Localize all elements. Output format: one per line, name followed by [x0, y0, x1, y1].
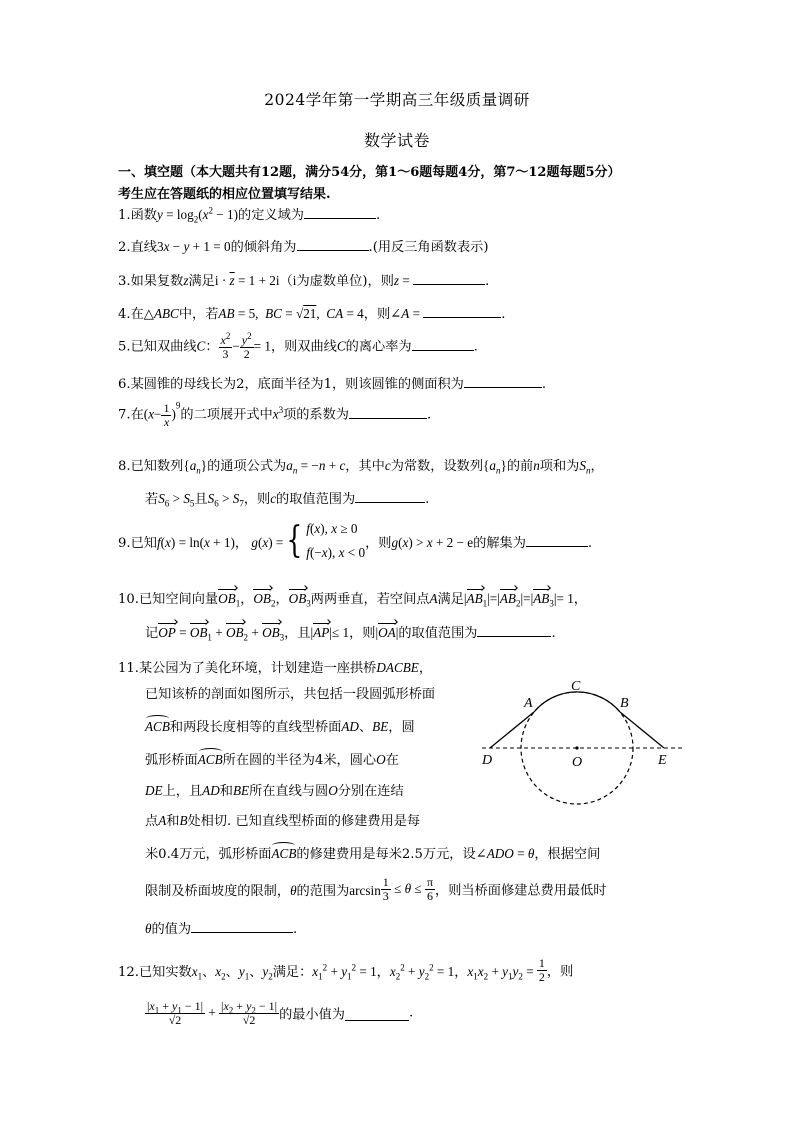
question-text: 处相切. 已知直线型桥面的修建费用是每: [187, 814, 421, 829]
question-text: 已知数列: [130, 459, 184, 474]
question-12: 12.已知实数$x_1$、$x_2$、$y_1$、$y_2$满足：$x_1^2 + y_1^2 = 1$，$x_2^2 + y_2^2 = 1$，$x_1x_2 + y_1y_2$ = $\frac{1}{2}$ ，则: [118, 956, 574, 984]
question-number: 7.: [118, 407, 131, 423]
question-text: 上，且: [162, 784, 203, 799]
question-text: 弧形桥面: [145, 753, 198, 768]
question-text: 的最小值为: [279, 1007, 345, 1023]
question-7: 7.在(x− $\frac{1}{x}$ )$^9$的二项展开式中$x^3$项的系数为 .: [118, 400, 432, 429]
question-11-line2: [145, 683, 435, 702]
answer-blank[interactable]: [345, 1006, 409, 1021]
question-text: 项和为: [539, 459, 580, 474]
math-text: O: [328, 783, 338, 798]
question-11-line8: 限制及桥面坡度的限制，θ的范围为arcsin $\frac{1}{3}$ ≤ θ ≤ $\frac{\pi}{6}$ ，则当桥面修建总费用最低时: [145, 875, 607, 903]
question-text: 分别在连结: [337, 784, 404, 799]
question-text: 所在直线与圆: [249, 784, 329, 799]
question-11-line9: θ的值为 .: [145, 918, 297, 937]
question-9: 9.已知f(x) = ln(x + 1)， g(x) ={ f(x), x ≥ 0 f(−x), x < 0 ，则g(x) > x + 2 − e的解集为 .: [118, 520, 593, 562]
question-text: 的修建费用是每米2.5万元，设: [296, 847, 476, 862]
answer-blank[interactable]: [349, 404, 427, 419]
question-text: 在: [130, 407, 144, 423]
question-6: [118, 373, 546, 392]
question-number: 3.: [118, 274, 131, 289]
question-number: 1.: [118, 208, 131, 223]
question-text: 的前: [506, 459, 534, 474]
question-text: ，则: [349, 626, 376, 641]
section-heading: 一、填空题（本大题共有12题，满分54分，第1～6题每题4分，第7～12题每题5分）: [118, 165, 621, 180]
question-end: .: [425, 492, 430, 507]
question-text: 两两垂直，若空间点: [310, 592, 430, 607]
question-text: （: [279, 274, 293, 289]
label-a: A: [524, 696, 533, 711]
question-text: 某公园为了美化环境，计划建造一座拱桥: [138, 661, 377, 676]
question-number: 10.: [118, 592, 139, 607]
segment-be: [620, 712, 664, 748]
question-text: ，圆: [388, 720, 415, 735]
answer-blank[interactable]: [412, 336, 474, 351]
question-number: 8.: [118, 459, 131, 474]
label-e: E: [658, 753, 667, 768]
math-text: O: [376, 752, 386, 767]
question-text: 记: [145, 626, 159, 641]
question-text: 满足：: [272, 964, 313, 980]
question-number: 11.: [118, 661, 139, 676]
question-text: 已知: [130, 535, 157, 551]
question-11-line6: [145, 810, 420, 829]
answer-blank[interactable]: [464, 373, 542, 388]
question-text: ，则: [546, 964, 574, 980]
answer-blank[interactable]: [191, 918, 293, 933]
question-text: ，则双曲线: [270, 339, 337, 355]
question-text: 为常数，设数列: [390, 459, 484, 474]
question-text: 在: [385, 753, 399, 768]
question-5: 5.已知双曲线C： $\frac{x^2}{3}$ − $\frac{y^2}{2}$ = 1，则双曲线C的离心率为 .: [118, 331, 478, 361]
question-text: 为虚数单位)，则: [296, 274, 394, 289]
question-3: 3.如果复数z满足$i \cdot \overline{z} = 1 + 2i(i$为虚数单位)，则z = .: [118, 270, 489, 289]
question-text: 、: [358, 720, 373, 735]
question-text: 米0.4万元，弧形桥面: [145, 847, 272, 862]
question-text: 的离心率为: [345, 339, 412, 355]
question-11-line5: [145, 780, 404, 799]
question-number: 6.: [118, 377, 131, 392]
question-10-line2: 记OP = $OB_1 + OB_2 + OB_3$，且|AP|≤ 1，则|OA|的取值范围为 .: [145, 622, 556, 641]
math-text: DE: [145, 783, 163, 798]
question-text: 已知实数: [138, 964, 192, 980]
question-text: 所在圆的半径为4米，圆心: [222, 753, 377, 768]
question-text: 的二项展开式中: [180, 407, 273, 423]
question-text: 若: [145, 492, 159, 507]
question-text: 中，若: [178, 307, 219, 322]
math-text: BE: [372, 719, 389, 734]
question-number: 5.: [118, 339, 131, 355]
question-end: .: [375, 208, 381, 223]
label-d: D: [482, 753, 493, 768]
center-point: [575, 746, 578, 749]
answer-blank[interactable]: [297, 236, 369, 251]
question-text: 且: [194, 492, 208, 507]
question-text: 满足: [437, 592, 464, 607]
question-number: 2.: [118, 240, 131, 255]
question-2: 2.直线3x − y + 1 = 0的倾斜角为 .(用反三角函数表示): [118, 236, 488, 255]
question-10: 10.已知空间向量$OB_1$，$OB_2$，$OB_3$两两垂直，若空间点A满足$|AB_1|=|AB_2|=|AB_3|= 1$，: [118, 591, 587, 609]
math-text: DACBE: [376, 660, 419, 675]
bridge-figure: [478, 676, 688, 806]
question-text: 已知双曲线: [130, 339, 197, 355]
answer-blank[interactable]: [526, 532, 588, 547]
question-end: .: [541, 377, 547, 392]
question-text: 的通项公式为: [207, 459, 287, 474]
label-c: C: [571, 679, 581, 694]
question-8-line2: 若$S_6 > S_5$且$S_6 > S_7$，则c的取值范围为 .: [145, 488, 429, 507]
math-text: AD: [341, 719, 359, 734]
question-text: 函数: [130, 208, 157, 223]
question-end: .: [409, 1005, 414, 1021]
question-text: ，则: [243, 492, 271, 507]
question-end: .: [293, 922, 298, 937]
question-text: ，其中: [345, 459, 385, 474]
math-text: B: [179, 813, 188, 828]
question-11-line1: 11.某公园为了美化环境，计划建造一座拱桥DACBE，: [118, 660, 433, 676]
question-text: 的倾斜角为: [230, 240, 297, 255]
answer-blank[interactable]: [413, 270, 485, 285]
question-end: .: [551, 626, 556, 641]
question-text: 项的系数为: [283, 407, 349, 423]
question-text: ，且: [284, 626, 311, 641]
question-text: 的取值范围为: [398, 626, 478, 641]
answer-blank[interactable]: [355, 488, 425, 503]
question-1: 1.函数$y = \log_2(x^2 - 1)$的定义域为 .: [118, 205, 381, 225]
question-end: .(用反三角函数表示): [368, 240, 489, 255]
question-end: .: [473, 339, 478, 355]
question-8: 8.已知数列$\{a_n\}$的通项公式为$a_n = -n + c$，其中c为常数，设数列$\{a_n\}$的前n项和为$S_n$，: [118, 458, 604, 476]
question-end: .: [427, 407, 432, 423]
question-12-line2: $\frac{|x_1 + y_1 - 1|}{√2}$ + $\frac{|x_2 + y_2 - 1|}{√2}$ 的最小值为 .: [147, 999, 414, 1027]
answer-blank[interactable]: [477, 622, 551, 637]
question-text: 已知该桥的剖面如图所示，共包括一段圆弧形桥面: [145, 687, 436, 702]
page-title: 2024学年第一学期高三年级质量调研: [264, 91, 530, 109]
answer-blank[interactable]: [423, 303, 501, 318]
question-text: 某圆锥的母线长为2，底面半径为1，则该圆锥的侧面积为: [130, 377, 464, 392]
arc-acb: [534, 692, 620, 712]
question-number: 9.: [118, 535, 131, 551]
question-text: 已知空间向量: [138, 592, 219, 607]
question-text: 满足: [188, 274, 215, 289]
question-text: 的范围为: [296, 883, 350, 899]
answer-blank[interactable]: [304, 204, 376, 219]
question-text: 点: [145, 814, 159, 829]
question-end: .: [587, 535, 593, 551]
page-subtitle: 数学试卷: [363, 131, 430, 150]
label-b: B: [620, 696, 629, 711]
question-text: 和两段长度相等的直线型桥面: [169, 720, 342, 735]
question-end: .: [485, 274, 490, 289]
section-instruction: 考生应在答题纸的相应位置填写结果.: [118, 187, 331, 202]
question-11-line3: ACB和两段长度相等的直线型桥面AD、BE，圆: [145, 719, 415, 735]
question-text: 的定义域为: [238, 208, 304, 223]
question-end: .: [501, 307, 506, 322]
question-text: 在△: [130, 307, 154, 322]
question-text: 和: [219, 784, 233, 799]
question-text: 如果复数: [130, 274, 184, 289]
segment-ad: [490, 712, 534, 748]
question-number: 12.: [118, 964, 139, 980]
question-text: 的解集为: [473, 535, 526, 551]
question-11-line7: 米0.4万元，弧形桥面ACB的修建费用是每米2.5万元，设∠ADO = θ，根据空间: [145, 846, 601, 862]
question-text: 直线: [130, 240, 157, 255]
question-text: ，则: [363, 307, 391, 322]
question-text: ，则当桥面修建总费用最低时: [435, 883, 607, 899]
label-o: O: [572, 755, 583, 770]
math-text: A: [158, 813, 167, 828]
question-text: 的取值范围为: [276, 492, 356, 507]
question-text: 和: [166, 814, 180, 829]
question-4: 4.在△ABC中，若AB = 5, BC = √21, CA = 4，则∠A = .: [118, 303, 506, 322]
question-text: 的值为: [151, 922, 192, 937]
question-11-line4: 弧形桥面ACB所在圆的半径为4米，圆心O在: [145, 752, 399, 768]
question-text: 限制及桥面坡度的限制，: [145, 883, 291, 899]
question-text: ，根据空间: [534, 847, 601, 862]
question-text: ，则: [365, 535, 392, 551]
question-number: 4.: [118, 307, 131, 322]
math-text: BE: [232, 783, 250, 798]
math-text: AD: [202, 783, 220, 798]
